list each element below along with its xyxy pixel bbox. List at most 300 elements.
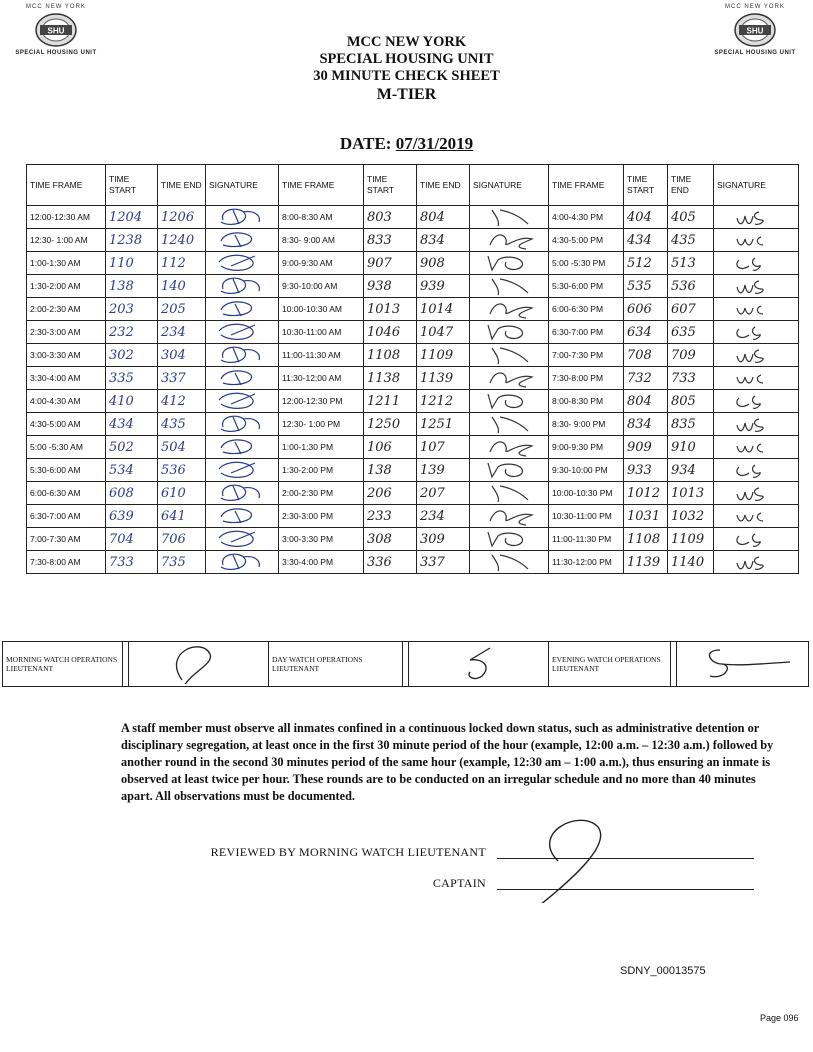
evening-watch-label: EVENING WATCH OPERATIONS LIEUTENANT bbox=[549, 642, 671, 687]
signature-cell bbox=[714, 459, 799, 482]
handwritten-signature-icon bbox=[215, 298, 269, 320]
handwritten-signature-icon bbox=[482, 390, 536, 412]
time-start-cell: 1250 bbox=[364, 413, 417, 436]
time-start-cell: 803 bbox=[364, 206, 417, 229]
signature-cell bbox=[470, 459, 549, 482]
signature-cell bbox=[470, 298, 549, 321]
handwritten-signature-icon bbox=[215, 528, 269, 550]
time-end-cell: 536 bbox=[158, 459, 206, 482]
time-start-cell: 608 bbox=[106, 482, 158, 505]
time-end-cell: 405 bbox=[668, 206, 714, 229]
time-start-cell: 1138 bbox=[364, 367, 417, 390]
signature-cell bbox=[206, 436, 279, 459]
time-end-cell: 504 bbox=[158, 436, 206, 459]
time-end-cell: 1014 bbox=[417, 298, 470, 321]
seal-bottom-text: SPECIAL HOUSING UNIT bbox=[714, 50, 796, 56]
time-frame-cell: 9:00-9:30 AM bbox=[279, 252, 364, 275]
time-start-cell: 302 bbox=[106, 344, 158, 367]
handwritten-signature-icon bbox=[482, 275, 536, 297]
col-header: TIME FRAME bbox=[549, 165, 624, 206]
signature-cell bbox=[206, 413, 279, 436]
time-start-cell: 834 bbox=[624, 413, 668, 436]
time-end-cell: 607 bbox=[668, 298, 714, 321]
handwritten-signature-icon bbox=[729, 252, 783, 274]
time-frame-cell: 8:30- 9:00 PM bbox=[549, 413, 624, 436]
table-row bbox=[27, 528, 799, 551]
handwritten-signature-icon bbox=[215, 367, 269, 389]
col-header: TIME FRAME bbox=[27, 165, 106, 206]
handwritten-signature-icon bbox=[215, 413, 269, 435]
col-header: TIME START bbox=[106, 165, 158, 206]
col-header: SIGNATURE bbox=[714, 165, 799, 206]
seal-top-text: MCC NEW YORK bbox=[725, 4, 785, 10]
time-frame-cell: 12:30- 1:00 AM bbox=[27, 229, 106, 252]
time-start-cell: 1108 bbox=[364, 344, 417, 367]
handwritten-signature-icon bbox=[482, 413, 536, 435]
handwritten-signature-icon bbox=[729, 390, 783, 412]
time-end-cell: 1251 bbox=[417, 413, 470, 436]
time-end-cell: 107 bbox=[417, 436, 470, 459]
handwritten-signature-icon bbox=[482, 229, 536, 251]
time-frame-cell: 12:00-12:30 AM bbox=[27, 206, 106, 229]
signature-cell bbox=[206, 459, 279, 482]
time-end-cell: 513 bbox=[668, 252, 714, 275]
time-end-cell: 207 bbox=[417, 482, 470, 505]
table-row bbox=[27, 390, 799, 413]
time-frame-cell: 2:30-3:00 AM bbox=[27, 321, 106, 344]
time-frame-cell: 11:00-11:30 PM bbox=[549, 528, 624, 551]
handwritten-signature-icon bbox=[215, 252, 269, 274]
time-start-cell: 1238 bbox=[106, 229, 158, 252]
handwritten-signature-icon bbox=[729, 505, 783, 527]
handwritten-signature-icon bbox=[482, 436, 536, 458]
time-end-cell: 641 bbox=[158, 505, 206, 528]
time-end-cell: 835 bbox=[668, 413, 714, 436]
handwritten-signature-icon bbox=[215, 229, 269, 251]
time-start-cell: 110 bbox=[106, 252, 158, 275]
time-start-cell: 1046 bbox=[364, 321, 417, 344]
time-frame-cell: 2:00-2:30 AM bbox=[27, 298, 106, 321]
col-header: SIGNATURE bbox=[206, 165, 279, 206]
captain-label: CAPTAIN bbox=[432, 876, 486, 890]
handwritten-signature-icon bbox=[482, 206, 536, 228]
time-start-cell: 434 bbox=[106, 413, 158, 436]
time-frame-cell: 10:00-10:30 AM bbox=[279, 298, 364, 321]
signature-cell bbox=[206, 505, 279, 528]
col-header: SIGNATURE bbox=[470, 165, 549, 206]
signature-cell bbox=[714, 367, 799, 390]
morning-watch-signature bbox=[129, 642, 269, 687]
signature-cell bbox=[470, 344, 549, 367]
time-frame-cell: 12:00-12:30 PM bbox=[279, 390, 364, 413]
table-row bbox=[27, 229, 799, 252]
time-start-cell: 1204 bbox=[106, 206, 158, 229]
table-row bbox=[27, 551, 799, 574]
time-frame-cell: 7:30-8:00 AM bbox=[27, 551, 106, 574]
time-frame-cell: 5:30-6:00 AM bbox=[27, 459, 106, 482]
page-number: Page 096 bbox=[760, 1013, 799, 1023]
handwritten-signature-icon bbox=[729, 482, 783, 504]
time-end-cell: 337 bbox=[417, 551, 470, 574]
handwritten-signature-icon bbox=[729, 298, 783, 320]
signature-cell bbox=[470, 413, 549, 436]
signature-cell bbox=[714, 275, 799, 298]
handwritten-signature-icon bbox=[729, 275, 783, 297]
col-header: TIME END bbox=[417, 165, 470, 206]
signature-cell bbox=[470, 206, 549, 229]
time-end-cell: 610 bbox=[158, 482, 206, 505]
time-frame-cell: 8:30- 9:00 AM bbox=[279, 229, 364, 252]
time-end-cell: 435 bbox=[158, 413, 206, 436]
time-end-cell: 337 bbox=[158, 367, 206, 390]
time-end-cell: 1212 bbox=[417, 390, 470, 413]
signature-cell bbox=[470, 551, 549, 574]
col-header: TIME END bbox=[668, 165, 714, 206]
signature-cell bbox=[206, 321, 279, 344]
col-header: TIME START bbox=[624, 165, 668, 206]
time-frame-cell: 10:30-11:00 PM bbox=[549, 505, 624, 528]
time-start-cell: 1211 bbox=[364, 390, 417, 413]
signature-cell bbox=[206, 528, 279, 551]
seal-top-text: MCC NEW YORK bbox=[26, 4, 86, 10]
signature-cell bbox=[206, 298, 279, 321]
time-end-cell: 934 bbox=[668, 459, 714, 482]
signature-cell bbox=[470, 229, 549, 252]
handwritten-signature-icon bbox=[215, 505, 269, 527]
table-row bbox=[27, 252, 799, 275]
date-line bbox=[0, 134, 813, 154]
time-frame-cell: 10:30-11:00 AM bbox=[279, 321, 364, 344]
signature-cell bbox=[206, 229, 279, 252]
time-end-cell: 309 bbox=[417, 528, 470, 551]
signature-cell bbox=[206, 344, 279, 367]
time-start-cell: 907 bbox=[364, 252, 417, 275]
time-end-cell: 805 bbox=[668, 390, 714, 413]
policy-text: A staff member must observe all inmates confined in a continuous locked down status, such as administrative detention or disciplinary segregation, at least once in the first 30 minute period of the hour (example, 12:00 a.m. – 12:30 a.m.) followed by another round in the second 30 minutes period of the same hour (example, 12:30 am – 1:00 a.m.), thus ensuring an inmate is observed at least twice per hour. These rounds are to be conducted on an irregular schedule and no more than 40 minutes apart. All observations must be documented. bbox=[121, 721, 774, 803]
table-row bbox=[27, 482, 799, 505]
time-frame-cell: 1:00-1:30 AM bbox=[27, 252, 106, 275]
time-start-cell: 639 bbox=[106, 505, 158, 528]
time-end-cell: 205 bbox=[158, 298, 206, 321]
time-end-cell: 412 bbox=[158, 390, 206, 413]
signature-icon bbox=[680, 642, 804, 684]
handwritten-signature-icon bbox=[729, 551, 783, 573]
table-row bbox=[27, 321, 799, 344]
time-frame-cell: 9:30-10:00 PM bbox=[549, 459, 624, 482]
col-header: TIME END bbox=[158, 165, 206, 206]
time-start-cell: 502 bbox=[106, 436, 158, 459]
time-start-cell: 1013 bbox=[364, 298, 417, 321]
time-end-cell: 139 bbox=[417, 459, 470, 482]
signature-cell bbox=[714, 321, 799, 344]
time-end-cell: 939 bbox=[417, 275, 470, 298]
handwritten-signature-icon bbox=[215, 321, 269, 343]
handwritten-signature-icon bbox=[729, 321, 783, 343]
time-end-cell: 733 bbox=[668, 367, 714, 390]
time-end-cell: 304 bbox=[158, 344, 206, 367]
time-end-cell: 1032 bbox=[668, 505, 714, 528]
time-start-cell: 106 bbox=[364, 436, 417, 459]
col-header: TIME START bbox=[364, 165, 417, 206]
time-start-cell: 606 bbox=[624, 298, 668, 321]
time-end-cell: 1206 bbox=[158, 206, 206, 229]
signature-cell bbox=[206, 482, 279, 505]
table-row bbox=[27, 298, 799, 321]
signature-cell bbox=[206, 275, 279, 298]
handwritten-signature-icon bbox=[729, 344, 783, 366]
time-start-cell: 1139 bbox=[624, 551, 668, 574]
handwritten-signature-icon bbox=[729, 206, 783, 228]
signature-cell bbox=[470, 436, 549, 459]
signature-cell bbox=[714, 482, 799, 505]
day-watch-signature bbox=[409, 642, 549, 687]
handwritten-signature-icon bbox=[482, 321, 536, 343]
time-frame-cell: 6:00-6:30 PM bbox=[549, 298, 624, 321]
time-end-cell: 1013 bbox=[668, 482, 714, 505]
time-end-cell: 635 bbox=[668, 321, 714, 344]
time-start-cell: 138 bbox=[364, 459, 417, 482]
time-start-cell: 1108 bbox=[624, 528, 668, 551]
handwritten-signature-icon bbox=[729, 367, 783, 389]
time-frame-cell: 3:30-4:00 PM bbox=[279, 551, 364, 574]
signature-cell bbox=[714, 252, 799, 275]
table-row bbox=[27, 206, 799, 229]
time-frame-cell: 2:00-2:30 PM bbox=[279, 482, 364, 505]
time-end-cell: 1139 bbox=[417, 367, 470, 390]
signature-cell bbox=[470, 528, 549, 551]
handwritten-signature-icon bbox=[482, 252, 536, 274]
check-sheet-body bbox=[27, 206, 799, 574]
time-frame-cell: 3:00-3:30 AM bbox=[27, 344, 106, 367]
time-frame-cell: 7:30-8:00 PM bbox=[549, 367, 624, 390]
time-frame-cell: 4:00-4:30 AM bbox=[27, 390, 106, 413]
time-frame-cell: 4:00-4:30 PM bbox=[549, 206, 624, 229]
seal-bottom-text: SPECIAL HOUSING UNIT bbox=[15, 50, 97, 56]
time-frame-cell: 11:30-12:00 PM bbox=[549, 551, 624, 574]
time-frame-cell: 5:00 -5:30 PM bbox=[549, 252, 624, 275]
seal-emblem-text: SHU bbox=[746, 26, 764, 36]
time-frame-cell: 8:00-8:30 PM bbox=[549, 390, 624, 413]
signature-cell bbox=[470, 252, 549, 275]
signature-cell bbox=[714, 344, 799, 367]
time-start-cell: 410 bbox=[106, 390, 158, 413]
time-frame-cell: 12:30- 1:00 PM bbox=[279, 413, 364, 436]
handwritten-signature-icon bbox=[215, 482, 269, 504]
lieutenant-signature-row bbox=[2, 641, 809, 687]
time-frame-cell: 6:00-6:30 AM bbox=[27, 482, 106, 505]
handwritten-signature-icon bbox=[482, 367, 536, 389]
handwritten-signature-icon bbox=[215, 344, 269, 366]
time-end-cell: 910 bbox=[668, 436, 714, 459]
signature-cell bbox=[206, 252, 279, 275]
time-end-cell: 1109 bbox=[668, 528, 714, 551]
time-start-cell: 335 bbox=[106, 367, 158, 390]
time-start-cell: 434 bbox=[624, 229, 668, 252]
header-row bbox=[27, 165, 799, 206]
time-start-cell: 206 bbox=[364, 482, 417, 505]
time-frame-cell: 11:30-12:00 AM bbox=[279, 367, 364, 390]
table-row bbox=[27, 344, 799, 367]
time-start-cell: 704 bbox=[106, 528, 158, 551]
time-frame-cell: 2:30-3:00 PM bbox=[279, 505, 364, 528]
header-tier: M-TIER bbox=[376, 86, 437, 103]
time-frame-cell: 3:00-3:30 PM bbox=[279, 528, 364, 551]
table-row bbox=[27, 413, 799, 436]
time-start-cell: 833 bbox=[364, 229, 417, 252]
time-start-cell: 138 bbox=[106, 275, 158, 298]
handwritten-signature-icon bbox=[482, 505, 536, 527]
time-start-cell: 732 bbox=[624, 367, 668, 390]
time-frame-cell: 5:00 -5:30 AM bbox=[27, 436, 106, 459]
time-frame-cell: 6:30-7:00 AM bbox=[27, 505, 106, 528]
time-end-cell: 1140 bbox=[668, 551, 714, 574]
signature-cell bbox=[714, 436, 799, 459]
handwritten-signature-icon bbox=[729, 413, 783, 435]
table-row bbox=[27, 459, 799, 482]
handwritten-signature-icon bbox=[215, 551, 269, 573]
reviewer-signature-icon bbox=[520, 813, 640, 903]
date-label: DATE: bbox=[339, 134, 392, 153]
handwritten-signature-icon bbox=[482, 482, 536, 504]
time-start-cell: 1012 bbox=[624, 482, 668, 505]
time-frame-cell: 6:30-7:00 PM bbox=[549, 321, 624, 344]
time-start-cell: 804 bbox=[624, 390, 668, 413]
morning-watch-label: MORNING WATCH OPERATIONS LIEUTENANT bbox=[3, 642, 123, 687]
time-start-cell: 938 bbox=[364, 275, 417, 298]
handwritten-signature-icon bbox=[729, 528, 783, 550]
header-line-2: SPECIAL HOUSING UNIT bbox=[319, 51, 494, 67]
signature-cell bbox=[470, 275, 549, 298]
handwritten-signature-icon bbox=[215, 206, 269, 228]
time-start-cell: 708 bbox=[624, 344, 668, 367]
signature-cell bbox=[714, 206, 799, 229]
time-start-cell: 512 bbox=[624, 252, 668, 275]
document-id: SDNY_00013575 bbox=[620, 965, 706, 977]
time-frame-cell: 9:30-10:00 AM bbox=[279, 275, 364, 298]
time-start-cell: 404 bbox=[624, 206, 668, 229]
date-value: 07/31/2019 bbox=[395, 134, 474, 153]
table-row bbox=[27, 505, 799, 528]
handwritten-signature-icon bbox=[215, 436, 269, 458]
time-frame-cell: 9:00-9:30 PM bbox=[549, 436, 624, 459]
signature-icon bbox=[132, 642, 262, 684]
signature-cell bbox=[470, 321, 549, 344]
header-line-3: 30 MINUTE CHECK SHEET bbox=[313, 68, 500, 84]
time-end-cell: 1240 bbox=[158, 229, 206, 252]
time-start-cell: 203 bbox=[106, 298, 158, 321]
time-frame-cell: 1:30-2:00 AM bbox=[27, 275, 106, 298]
time-start-cell: 308 bbox=[364, 528, 417, 551]
time-frame-cell: 8:00-8:30 AM bbox=[279, 206, 364, 229]
signature-cell bbox=[714, 298, 799, 321]
signature-cell bbox=[714, 528, 799, 551]
handwritten-signature-icon bbox=[482, 344, 536, 366]
time-start-cell: 634 bbox=[624, 321, 668, 344]
time-frame-cell: 7:00-7:30 PM bbox=[549, 344, 624, 367]
time-start-cell: 232 bbox=[106, 321, 158, 344]
handwritten-signature-icon bbox=[482, 459, 536, 481]
signature-cell bbox=[206, 551, 279, 574]
time-frame-cell: 1:30-2:00 PM bbox=[279, 459, 364, 482]
signature-cell bbox=[470, 505, 549, 528]
time-frame-cell: 10:00-10:30 PM bbox=[549, 482, 624, 505]
time-start-cell: 733 bbox=[106, 551, 158, 574]
seal-emblem-text: SHU bbox=[47, 26, 65, 36]
signature-cell bbox=[714, 413, 799, 436]
time-end-cell: 706 bbox=[158, 528, 206, 551]
time-end-cell: 804 bbox=[417, 206, 470, 229]
document-header bbox=[0, 34, 813, 105]
time-start-cell: 535 bbox=[624, 275, 668, 298]
time-frame-cell: 11:00-11:30 AM bbox=[279, 344, 364, 367]
table-row bbox=[27, 275, 799, 298]
time-end-cell: 234 bbox=[417, 505, 470, 528]
time-frame-cell: 3:30-4:00 AM bbox=[27, 367, 106, 390]
time-end-cell: 1109 bbox=[417, 344, 470, 367]
time-start-cell: 233 bbox=[364, 505, 417, 528]
time-frame-cell: 4:30-5:00 AM bbox=[27, 413, 106, 436]
time-start-cell: 933 bbox=[624, 459, 668, 482]
signature-cell bbox=[470, 367, 549, 390]
handwritten-signature-icon bbox=[482, 551, 536, 573]
col-header: TIME FRAME bbox=[279, 165, 364, 206]
time-end-cell: 234 bbox=[158, 321, 206, 344]
table-row bbox=[27, 436, 799, 459]
time-end-cell: 112 bbox=[158, 252, 206, 275]
signature-cell bbox=[714, 390, 799, 413]
evening-watch-signature bbox=[677, 642, 809, 687]
time-end-cell: 536 bbox=[668, 275, 714, 298]
time-end-cell: 834 bbox=[417, 229, 470, 252]
time-frame-cell: 1:00-1:30 PM bbox=[279, 436, 364, 459]
signature-cell bbox=[714, 551, 799, 574]
time-end-cell: 140 bbox=[158, 275, 206, 298]
signature-icon bbox=[412, 642, 542, 684]
time-start-cell: 909 bbox=[624, 436, 668, 459]
handwritten-signature-icon bbox=[729, 459, 783, 481]
time-start-cell: 336 bbox=[364, 551, 417, 574]
time-frame-cell: 7:00-7:30 AM bbox=[27, 528, 106, 551]
signature-cell bbox=[206, 390, 279, 413]
time-frame-cell: 5:30-6:00 PM bbox=[549, 275, 624, 298]
signature-cell bbox=[206, 367, 279, 390]
handwritten-signature-icon bbox=[482, 298, 536, 320]
handwritten-signature-icon bbox=[215, 275, 269, 297]
time-end-cell: 1047 bbox=[417, 321, 470, 344]
signature-cell bbox=[714, 229, 799, 252]
handwritten-signature-icon bbox=[729, 436, 783, 458]
handwritten-signature-icon bbox=[215, 390, 269, 412]
time-start-cell: 534 bbox=[106, 459, 158, 482]
handwritten-signature-icon bbox=[215, 459, 269, 481]
handwritten-signature-icon bbox=[729, 229, 783, 251]
reviewed-by-label: REVIEWED BY MORNING WATCH LIEUTENANT bbox=[210, 845, 486, 859]
signature-cell bbox=[470, 482, 549, 505]
check-sheet-table bbox=[26, 164, 799, 574]
time-end-cell: 709 bbox=[668, 344, 714, 367]
header-line-1: MCC NEW YORK bbox=[346, 34, 467, 50]
time-end-cell: 735 bbox=[158, 551, 206, 574]
table-row bbox=[27, 367, 799, 390]
time-end-cell: 908 bbox=[417, 252, 470, 275]
signature-cell bbox=[714, 505, 799, 528]
handwritten-signature-icon bbox=[482, 528, 536, 550]
signature-cell bbox=[206, 206, 279, 229]
time-start-cell: 1031 bbox=[624, 505, 668, 528]
time-frame-cell: 4:30-5:00 PM bbox=[549, 229, 624, 252]
signature-cell bbox=[470, 390, 549, 413]
day-watch-label: DAY WATCH OPERATIONS LIEUTENANT bbox=[269, 642, 403, 687]
